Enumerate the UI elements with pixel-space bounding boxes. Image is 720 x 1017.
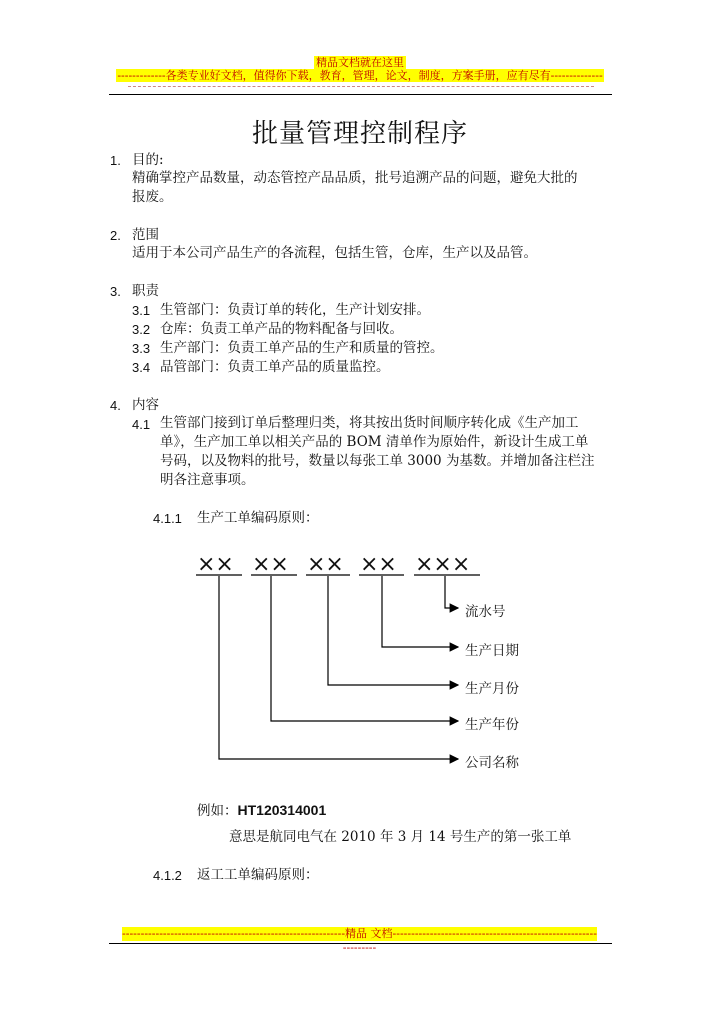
item-3-3-text: 生产部门：负责工单产品的生产和质量的管控。 [160,340,444,356]
item-3-2-text: 仓库：负责工单产品的物料配备与回收。 [160,321,403,337]
section-1-heading: 目的: [132,152,164,168]
section-1-body-line2: 报废。 [132,189,173,205]
code-group-year: ×× [252,552,289,577]
section-3-heading: 职责 [132,283,159,299]
footer-rule [109,943,612,944]
section-4-number: 4. [110,398,121,413]
section-1-number: 1. [110,153,121,168]
section-2-heading: 范围 [132,227,159,243]
label-serial: 流水号 [465,604,506,620]
connector-month [328,576,458,685]
example-line [197,800,326,821]
code-group-day: ×× [360,552,397,577]
item-4-1-line4: 明各注意事项。 [160,472,255,488]
label-company-name: 公司名称 [465,755,519,771]
label-production-year: 生产年份 [465,717,519,733]
label-production-month: 生产月份 [465,681,519,697]
section-4-heading: 内容 [132,397,159,413]
item-4-1-1-number: 4.1.1 [153,511,182,526]
code-group-company: ×× [197,552,234,577]
item-4-1-line1: 生管部门接到订单后整理归类，将其按出货时间顺序转化成《生产加工 [160,415,579,431]
item-3-4-number: 3.4 [132,360,151,375]
code-group-serial: ××× [415,552,471,577]
header-top-text: 精品文档就在这里 [316,56,404,69]
item-4-1-line2: 单》，生产加工单以相关产品的 BOM 清单作为原始件，新设计生成工单 [160,434,589,450]
item-3-3-number: 3.3 [132,341,151,356]
item-3-1-text: 生管部门：负责订单的转化，生产计划安排。 [160,302,430,318]
section-1-body-line1: 精确掌控产品数量，动态管控产品品质，批号追溯产品的问题，避免大批的 [132,170,578,186]
footer-banner: ------------------------------------------------------------精品 文档---------------------------------------------------------------- [122,927,597,954]
section-2-number: 2. [110,228,121,243]
example-label: 例如： [197,803,238,819]
item-4-1-number: 4.1 [132,417,151,432]
document-title: 批量管理控制程序 [251,119,468,149]
section-3-number: 3. [110,284,121,299]
connector-company [219,576,458,759]
section-2-body: 适用于本公司产品生产的各流程，包括生管，仓库，生产以及品管。 [132,245,537,261]
header-second-text: -------------各类专业好文档，值得你下载，教育，管理，论文，制度，方案手册，应有尽有-------------- [117,69,603,82]
item-3-1-number: 3.1 [132,303,151,318]
item-4-1-2-number: 4.1.2 [153,868,182,883]
example-meaning: 意思是航同电气在 2010 年 3 月 14 号生产的第一张工单 [229,829,572,845]
item-3-2-number: 3.2 [132,322,151,337]
code-group-month: ×× [307,552,344,577]
connector-serial [445,576,458,608]
item-4-1-line3: 号码，以及物料的批号，数量以每张工单 3000 为基数。并增加备注栏注 [160,453,595,469]
example-code: HT120314001 [237,802,327,818]
item-4-1-1-text: 生产工单编码原则： [197,510,319,526]
connector-day [382,576,458,647]
item-4-1-2-text: 返工工单编码原则： [197,867,319,883]
item-3-4-text: 品管部门：负责工单产品的质量监控。 [160,359,390,375]
label-production-date: 生产日期 [465,643,519,659]
connector-year [271,576,458,721]
